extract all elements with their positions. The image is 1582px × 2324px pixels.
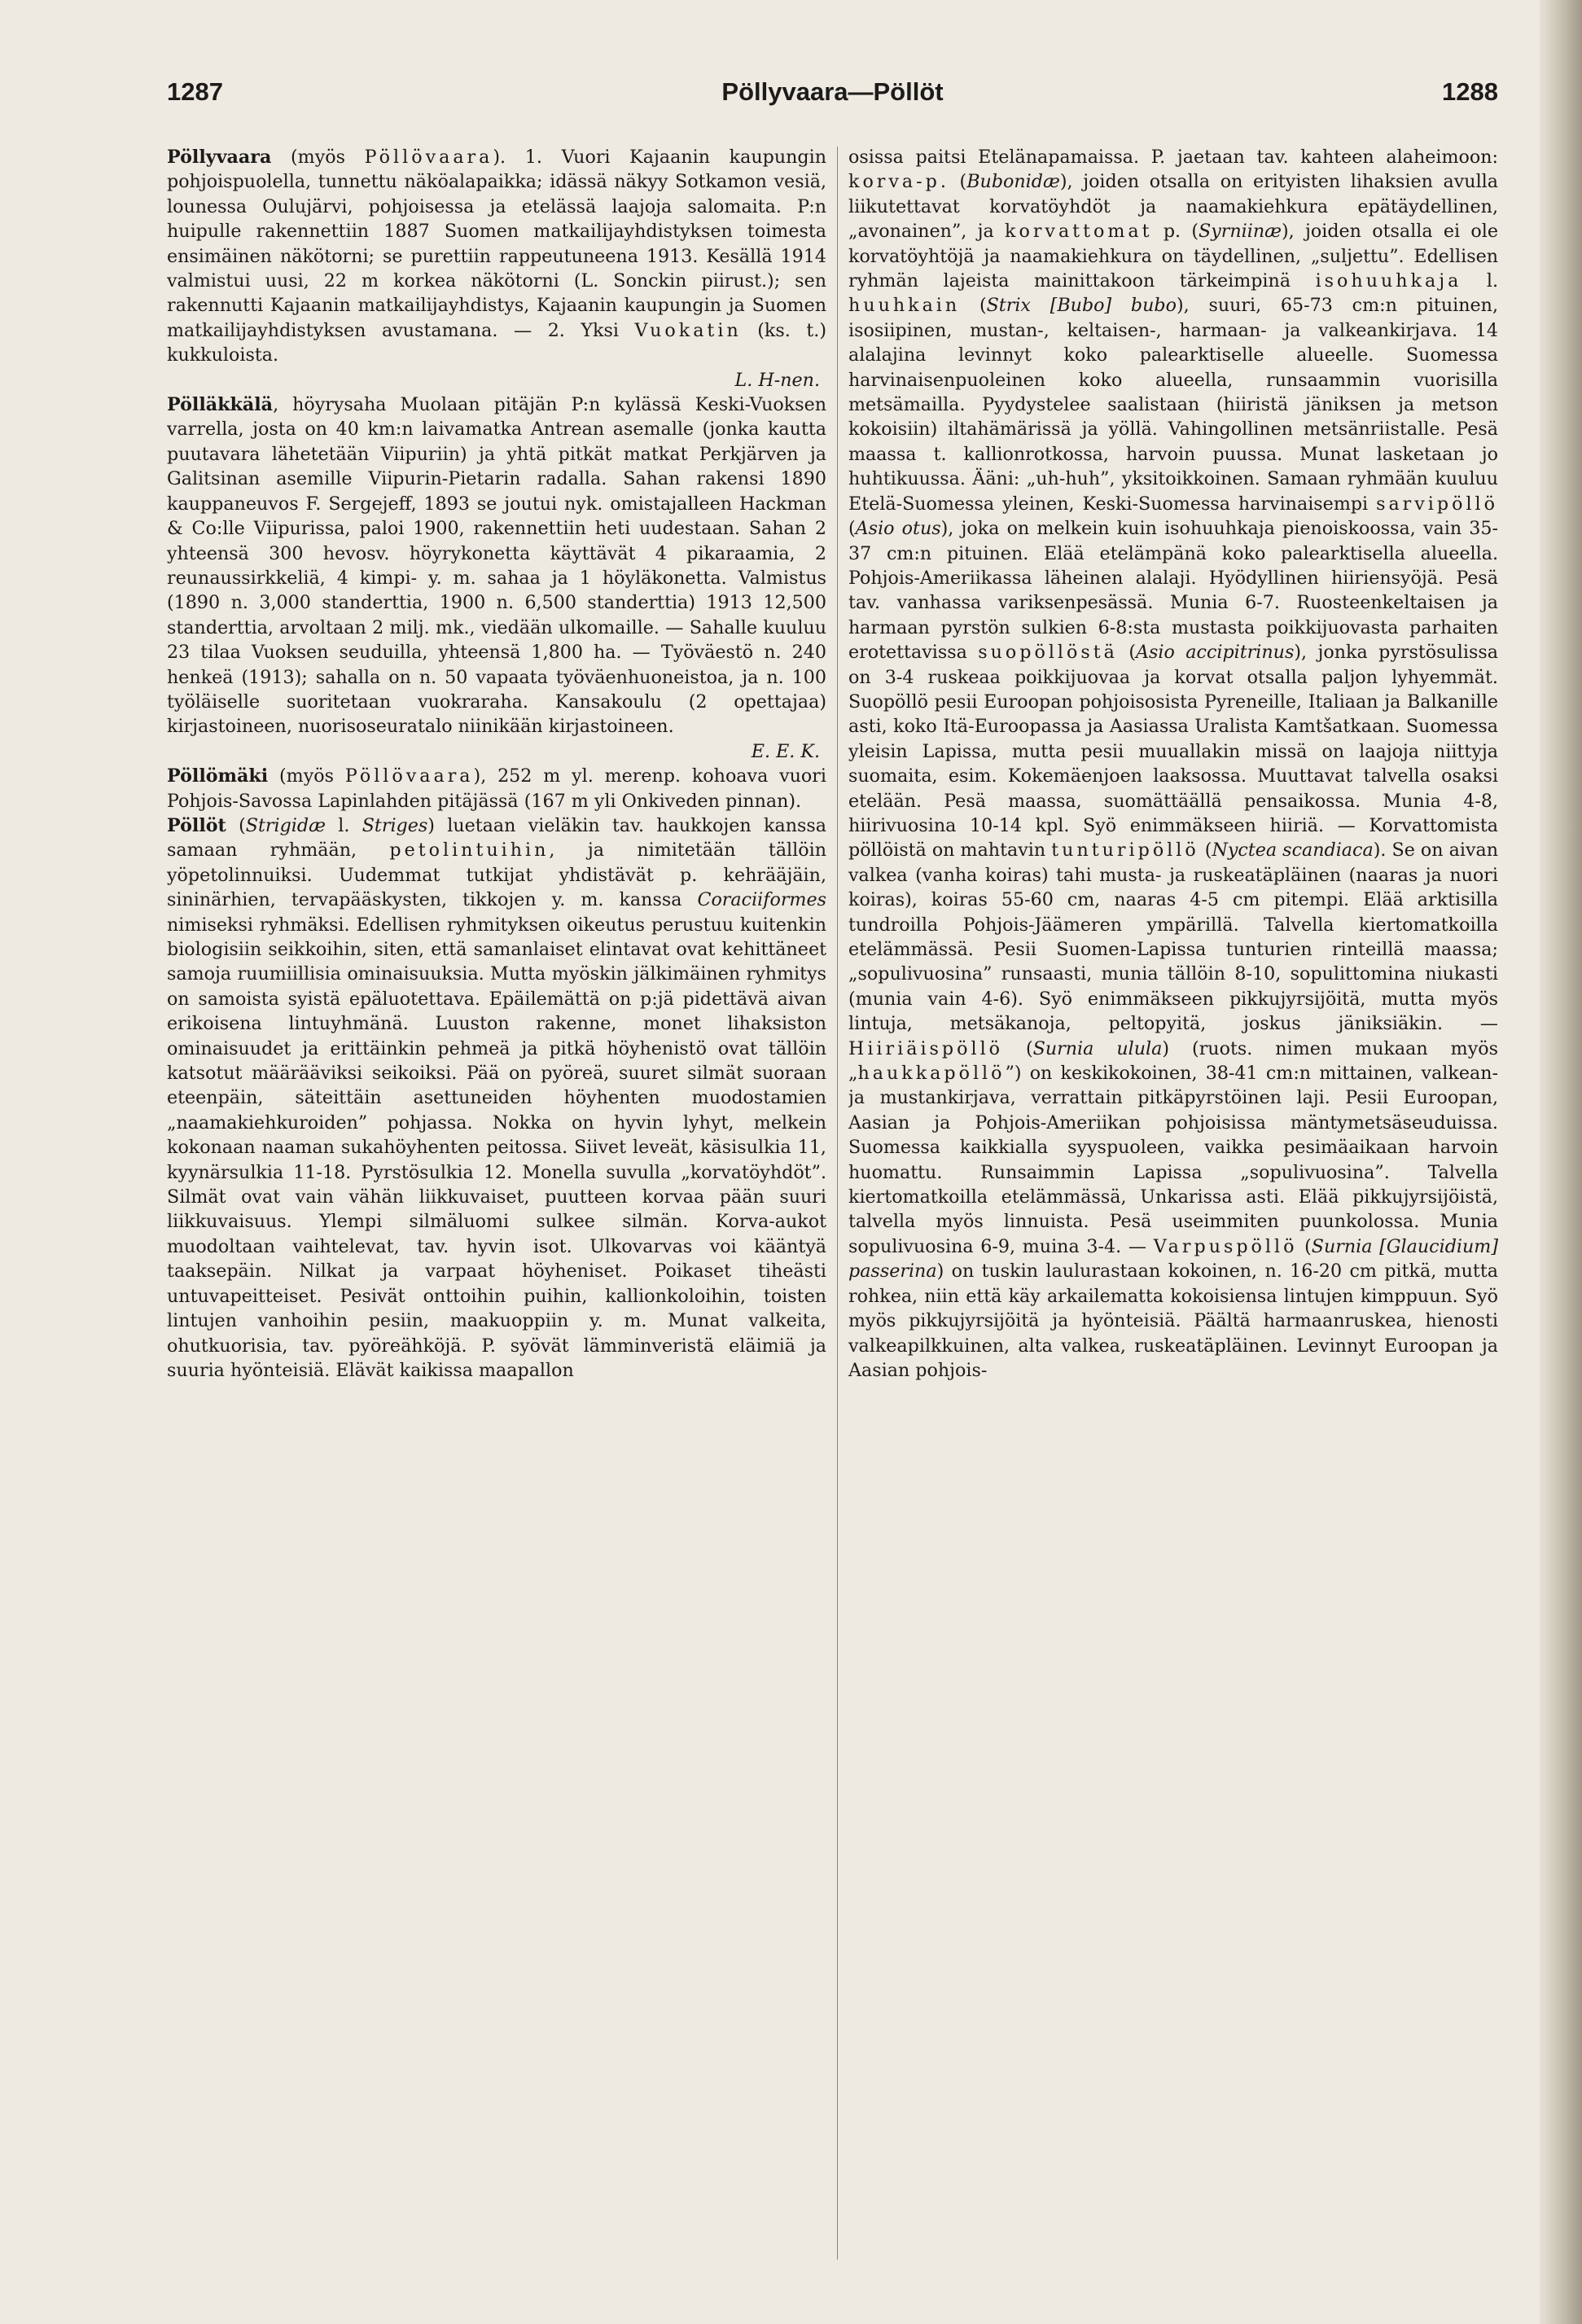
column-divider — [837, 147, 838, 2260]
spaced-term: Vuokatin — [634, 319, 742, 341]
headword: Pöllöt — [167, 814, 226, 836]
spaced-term: suopöllöstä — [978, 642, 1118, 664]
spaced-term: Hiiriäispöllö — [848, 1037, 1004, 1059]
spaced-term: tunturipöllö — [1051, 840, 1199, 862]
latin-name: Asio otus — [855, 518, 941, 540]
latin-name: Asio accipitrinus — [1136, 642, 1295, 664]
entry-pollyvaara: Pöllyvaara (myös Pöllövaara). 1. Vuori Kajaanin kaupungin pohjoispuolella, tunnettu näköalapaikka; idässä näkyy Sotkamon vesiä, lounessa Oulujärvi, pohjoisessa ja etelässä laajoja salomaita. P:n huipulle rakennettiin 1887 Suomen matkailijayhdistyksen toimesta ensimäinen näkötorni; se purettiin rappeutuneena 1913. Kesällä 1914 valmistui uusi, 22 m korkea näkötorni (L. Sonckin piirust.); sen rakennutti Kajaanin matkailijayhdistys, Kajaanin kaupungin ja Suomen matkailijayhdistyksen avustamana. — 2. Yksi Vuokatin (ks. t.) kukkuloista. — [167, 147, 826, 366]
latin-name: Surnia ulula — [1032, 1037, 1163, 1059]
latin-name: Bubonidæ — [966, 171, 1060, 193]
spaced-term: isohuuhkaja — [1315, 270, 1462, 292]
entry-pollot-continued: osissa paitsi Etelänapamaissa. P. jaetaan tav. kahteen alaheimoon: korva-p. (Bubonidæ), joiden otsalla on erityisten lihaksien avulla liikutettavat korvatöyhdöt ja naamakiehkura epätäydellinen, „avonainen”, ja korvattomat p. (Syrniinæ), joiden otsalla ei ole korvatöyhtöjä ja naamakiehkura on täydellinen, „suljettu”. Edellisen ryhmän lajeista mainittakoon tärkeimpinä isohuuhkaja l. huuhkain (Strix [Bubo] bubo), suuri, 65-73 cm:n pituinen, isosiipinen, mustan-, keltaisen-, harmaan- ja valkeankirjava. 14 alalajina levinnyt koko palearktiselle alueelle. Suomessa harvinaisenpuoleinen koko alueella, runsaammin vuorisilla metsämailla. Pyydystelee saalistaan (hiiristä jäniksen ja metson kokoisiin) iltahämärissä ja yöllä. Vahingollinen metsänriistalle. Pesä maassa t. kallionrotkossa, harvoin puussa. Munat lasketaan jo huhtikuussa. Ääni: „uh-huh”, yksitoikkoinen. Samaan ryhmään kuuluu Etelä-Suomessa yleinen, Keski-Suomessa harvinaisempi sarvipöllö (Asio otus), joka on melkein kuin isohuuhkaja pienoiskoossa, vain 35-37 cm:n pituinen. Elää etelämpänä koko palearktisella alueella. Pohjois-Ameriikassa läheinen alalaji. Hyödyllinen hiiriensyöjä. Pesä tav. vanhassa variksenpesässä. Munia 6-7. Ruosteenkeltaisen ja harmaan pyrstön sulkien 6-8:sta mustasta poikkijuovasta parhaiten erotettavissa suopöllöstä (Asio accipitrinus), jonka pyrstösulissa on 3-4 ruskeaa poikkijuovaa ja korvat otsalla paljon lyhyemmät. Suopöllö pesii Euroopan pohjoisosista Pyreneille, Italiaan ja Balkanille asti, koko Itä-Euroopassa ja Aasiassa Uralista Kamtšatkaan. Suomessa yleisin Lapissa, mutta pesii muuallakin missä on laajoja niittyja suomaita, esim. Kokemäenjoen laaksossa. Muuttavat talvella osaksi etelään. Pesä maassa, suomättäällä pensaikossa. Munia 4-8, hiirivuosina 10-14 kpl. Syö enimmäkseen hiiriä. — Korvattomista pöllöistä on mahtavin tunturipöllö (Nyctea scandiaca). Se on aivan valkea (vanha koiras) tahi musta- ja ruskeatäpläinen (naaras ja nuori koiras), koiras 55-60 cm, naaras 4-5 cm pitempi. Elää arktisilla tundroilla Pohjois-Jäämeren ympärillä. Talvella kiertomatkoilla etelämmässä. Pesii Suomen-Lapissa tunturien rinteillä maassa; „sopulivuosina” runsaasti, munia tällöin 8-10, sopulittomina niukasti (munia vain 4-6). Syö enimmäkseen pikkujyrsijöitä, mutta myös lintuja, metsäkanoja, peltopyitä, joskus jäniksiäkin. — Hiiriäispöllö (Surnia ulula) (ruots. nimen mukaan myös „haukkapöllö”) on keskikokoinen, 38-41 cm:n mittainen, valkean- ja mustankirjava, verrattain pitkäpyrstöinen laji. Pesii Euroopan, Aasian ja Pohjois-Ameriikan pohjoisissa mäntymetsäseuduissa. Suomessa kaikkialla syyspuoleen, vaikka pesimäaikaan harvoin huomattu. Runsaimmin Lapissa „sopulivuosina”. Talvella kiertomatkoilla etelämmässä, Unkarissa asti. Elää pikkujyrsijöistä, talvella myös linnuista. Pesä useimmiten puunkolossa. Munia sopulivuosina 6-9, muina 3-4. — Varpuspöllö (Surnia [Glaucidium] passerina) on tuskin laulurastaan kokoinen, n. 16-20 cm pitkä, mutta rohkea, niin että käy arkailematta kokoisiensa lintujen kimppuun. Syö myös pikkujyrsijöitä ja hyönteisiä. Päältä harmaanruskea, hienosti valkeapilkkuinen, alta valkea, ruskeatäpläinen. Levinnyt Euroopan ja Aasian pohjois- — [848, 147, 1498, 1381]
spaced-term: korva-p. — [848, 171, 949, 193]
spaced-term: Varpuspöllö — [1153, 1235, 1298, 1257]
spaced-term: Pöllövaara — [364, 147, 493, 168]
headword: Pölläkkälä — [167, 394, 274, 416]
page-fore-edge — [1540, 0, 1582, 2324]
left-column — [167, 145, 826, 2262]
latin-name: Strigidæ — [245, 814, 326, 836]
page-header — [167, 77, 1498, 115]
running-title: Pöllyvaara—Pöllöt — [721, 77, 944, 106]
author-signature: E. E. K. — [751, 740, 820, 762]
latin-name: Nyctea scandiaca — [1212, 840, 1374, 862]
latin-name: Syrniinæ — [1199, 221, 1282, 243]
spaced-term: Pöllövaara — [344, 765, 474, 787]
latin-name: Surnia [Glaucidium] passerina — [848, 1235, 1498, 1283]
right-column — [848, 145, 1498, 2262]
headword: Pöllömäki — [167, 765, 269, 787]
page-number-right: 1288 — [1442, 77, 1498, 106]
latin-name: Strix [Bubo] bubo — [986, 295, 1177, 317]
entry-pollomaki: Pöllömäki (myös Pöllövaara), 252 m yl. merenp. kohoava vuori Pohjois-Savossa Lapinlahden pitäjässä (167 m yli Onkiveden pinnan). — [167, 765, 826, 812]
latin-name: Striges — [362, 814, 428, 836]
entry-pollakkala: Pölläkkälä, höyrysaha Muolaan pitäjän P:n kylässä Keski-Vuoksen varrella, josta on 40 km:n laivamatka Antrean asemalle (jonka kautta puutavara lähetetään Viipuriin) ja yhtä pitkät matkat Perkjärven ja Galitsinan asemille Viipurin-Pietarin radalla. Sahan rakensi 1890 kauppaneuvos F. Sergejeff, 1893 se joutui nyk. omistajalleen Hackman & Co:lle Viipurissa, paloi 1900, rakennettiin heti uudestaan. Sahan 2 yhteensä 300 hevosv. höyrykonetta käyttävät 4 pikaraamia, 2 reunaussirkkeliä, 4 kimpi- y. m. sahaa ja 1 höyläkonetta. Valmistus (1890 n. 3,000 standerttia, 1900 n. 6,500 standerttia) 1913 12,500 standerttia, arvoltaan 2 milj. mk., viedään ulkomaille. — Sahalle kuuluu 23 tilaa Vuoksen seuduilla, yhteensä 1,800 ha. — Työväestö n. 240 henkeä (1913); sahalla on n. 50 vapaata työväenhuoneistoa, ja n. 100 työläiselle suoritetaan vuokraraha. Kansakoulu (2 opettajaa) kirjastoineen, nuorisoseuratalo niinikään kirjastoineen. — [167, 394, 826, 738]
entry-pollot: Pöllöt (Strigidæ l. Striges) luetaan vieläkin tav. haukkojen kanssa samaan ryhmään, petolintuihin, ja nimitetään tällöin yöpetolinnuiksi. Uudemmat tutkijat yhdistävät p. kehrääjäin, sininärhien, tervapääskysten, tikkojen y. m. kanssa Coraciiformes nimiseksi ryhmäksi. Edellisen ryhmityksen oikeutus perustuu kuitenkin biologisiin seikkoihin, siten, että samanlaiset elintavat ovat kehittäneet samoja ruumiillisia ominaisuuksia. Mutta myöskin jälkimäinen ryhmitys on samoista syistä epäluotettava. Epäilemättä on p:jä pidettävä aivan erikoisena lintuyhmänä. Luuston rakenne, monet lihaksiston ominaisuudet ja erittäinkin pehmeä ja pitkä höyhenistö ovat tällöin katsotut määrääviksi seikoiksi. Pää on pyöreä, suuret silmät suoraan eteenpäin, säteittäin asettuneiden höyhenten muodostamien „naamakiehkuroiden” pohjassa. Nokka on hyvin lyhyt, melkein kokonaan naaman sukahöyhenten peitossa. Siivet leveät, käsisulkia 11, kyynärsulkia 11-18. Pyrstösulkia 12. Monella suvulla „korvatöyhdöt”. Silmät ovat vain vähän liikkuvaiset, puutteen korvaa pään suuri liikkuvaisuus. Ylempi silmäluomi sulkee silmän. Korva-aukot muodoltaan vaihtelevat, tav. hyvin isot. Ulkovarvas voi kääntyä taaksepäin. Nilkat ja varpaat höyheniset. Poikaset tiheästi untuvapeitteiset. Pesivät onttoihin puihin, kallionkoloihin, toisten lintujen vanhoihin pesiin, maakuoppiin y. m. Munat valkeita, ohutkuorisia, tav. pyöreähköjä. P. syövät lämminveristä eläimiä ja suuria hyönteisiä. Elävät kaikissa maapallon — [167, 814, 826, 1381]
spaced-term: korvattomat — [1005, 221, 1153, 243]
page-number-left: 1287 — [167, 77, 223, 106]
spaced-term: petolintuihin — [389, 840, 550, 862]
latin-name: Coraciiformes — [697, 889, 826, 911]
spaced-term: huuhkain — [848, 295, 961, 317]
spaced-term: sarvipöllö — [1376, 493, 1498, 515]
spaced-term: haukkapöllö — [857, 1063, 1006, 1085]
headword: Pöllyvaara — [167, 147, 272, 168]
author-signature: L. H-nen. — [734, 369, 820, 391]
